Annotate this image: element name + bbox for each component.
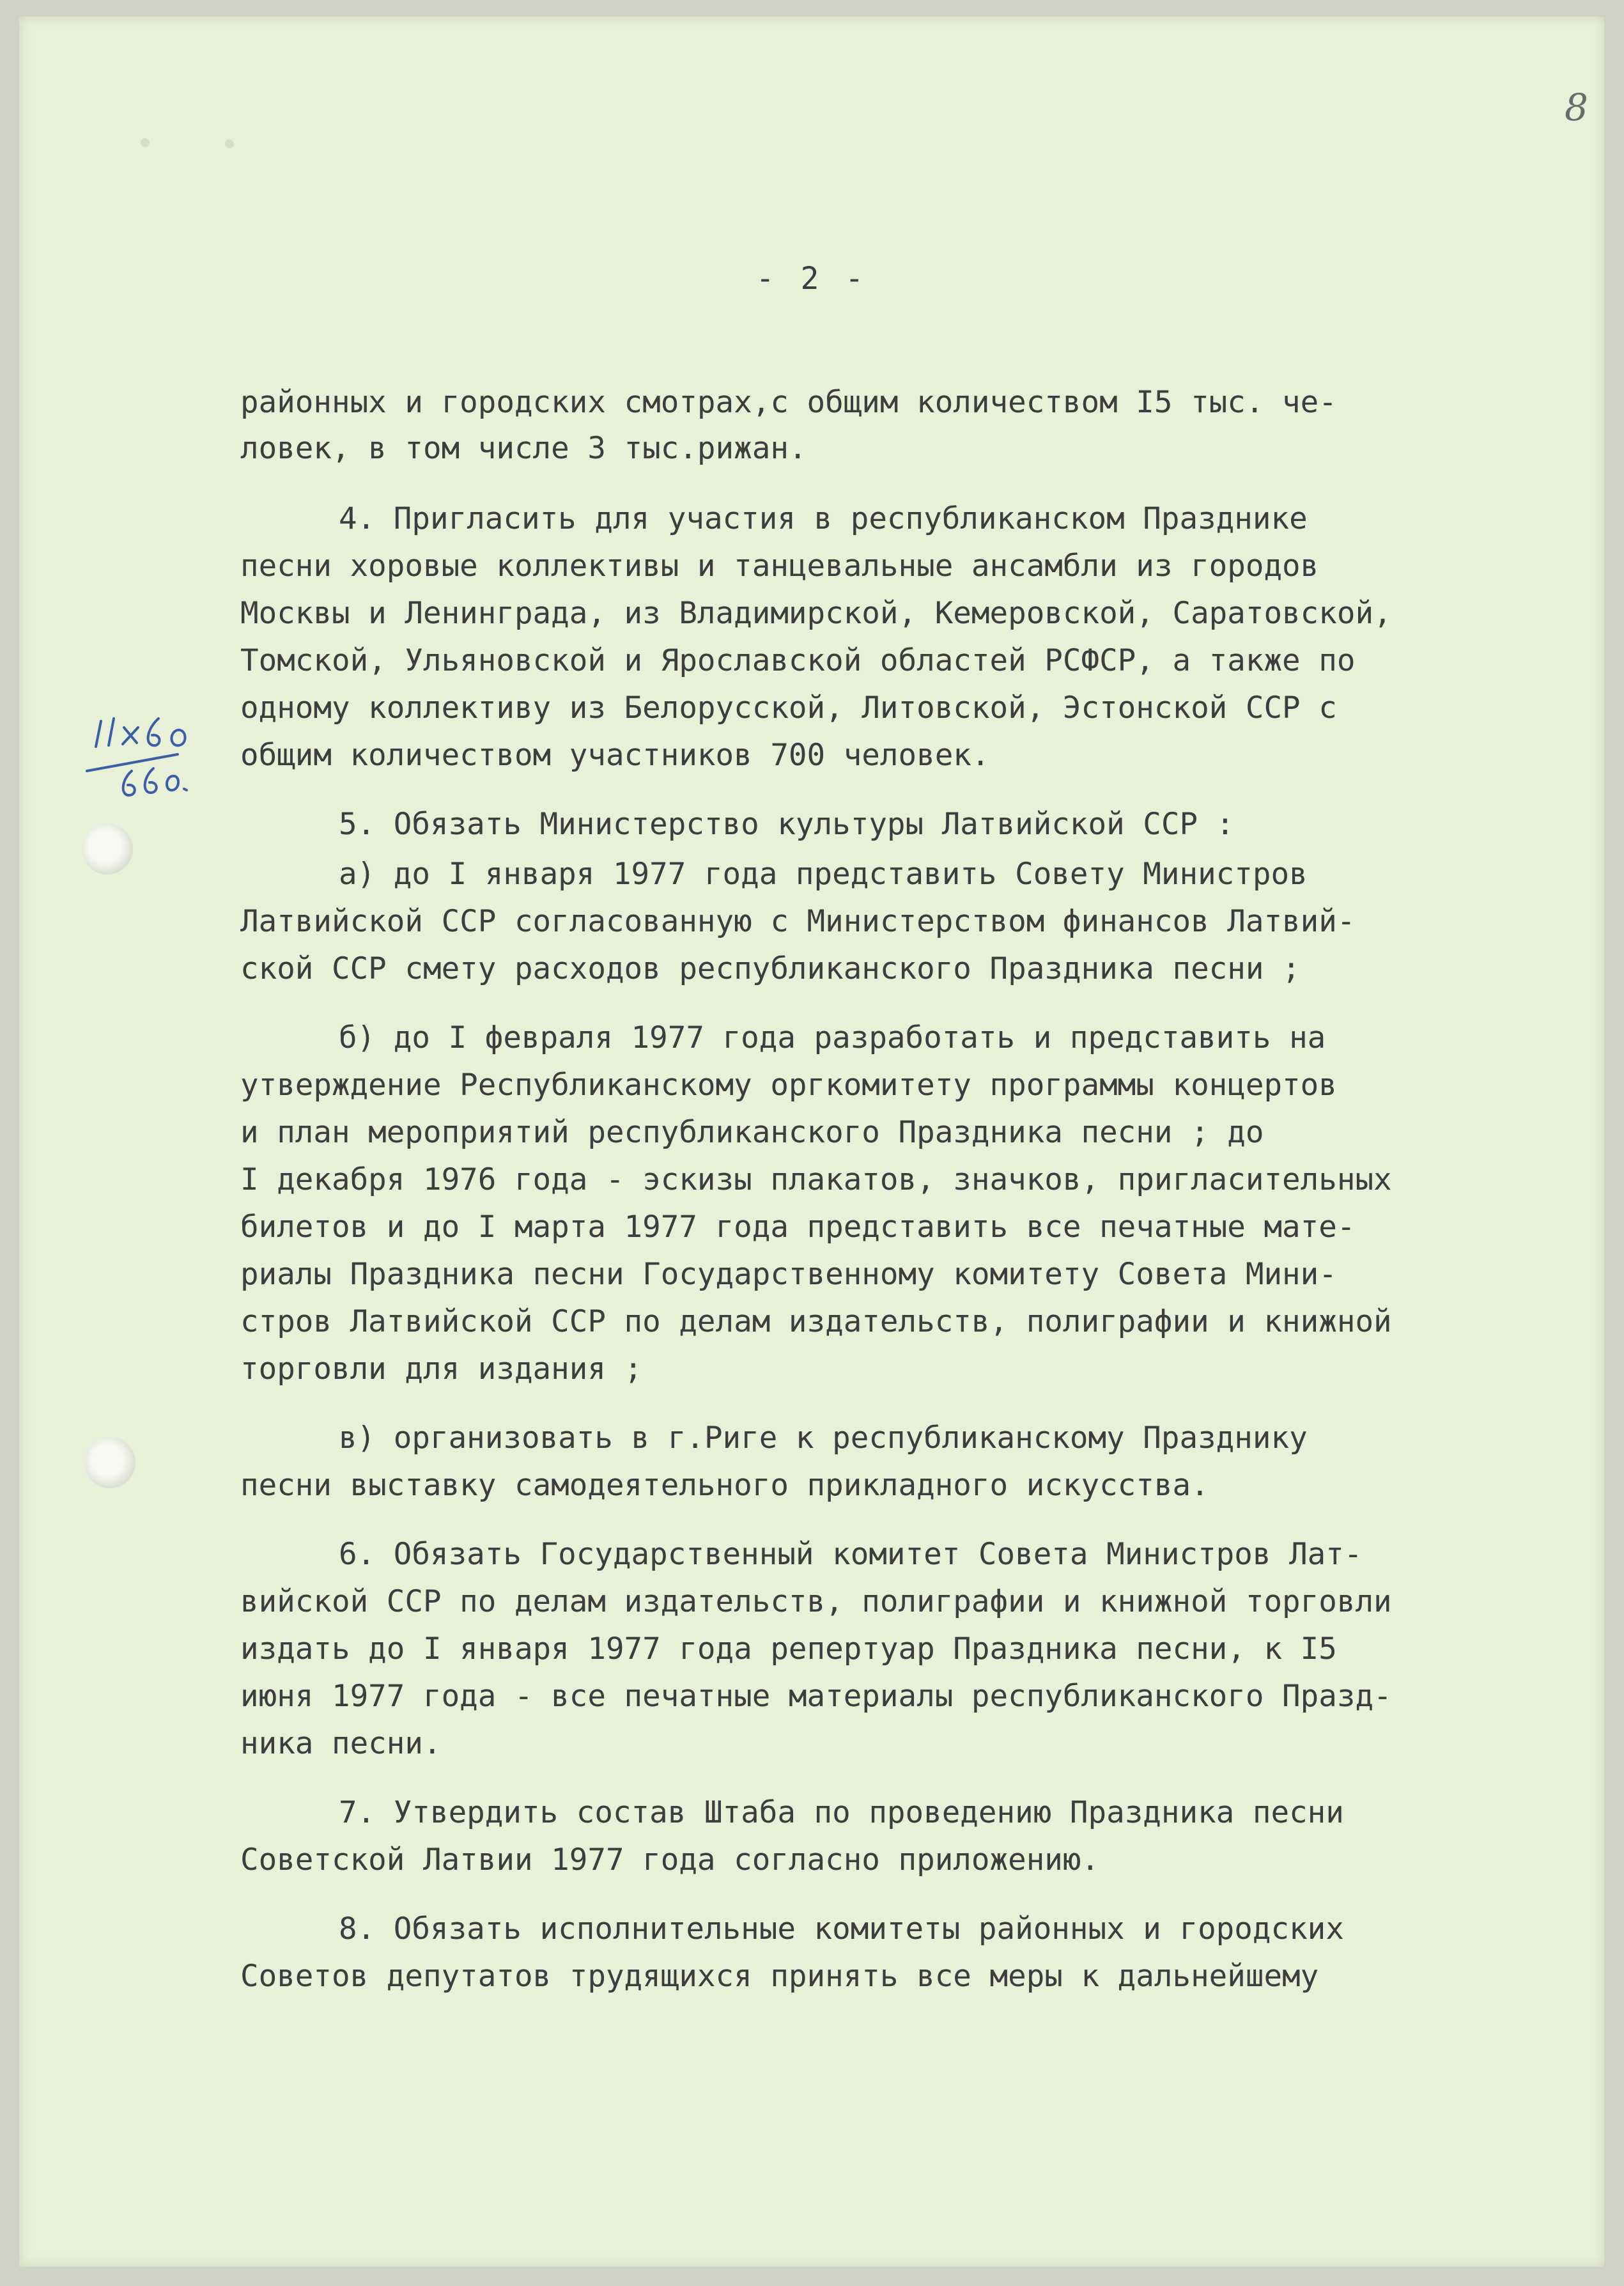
text-line: 6. Обязать Государственный комитет Совета Министров Лат- xyxy=(339,1537,1363,1572)
text-line: Латвийской ССР согласованную с Министерством финансов Латвий- xyxy=(240,904,1356,939)
punch-hole xyxy=(84,1437,135,1488)
punch-hole xyxy=(82,823,133,875)
text-line: б) до I февраля 1977 года разработать и представить на xyxy=(339,1020,1326,1055)
page-number: - 2 - xyxy=(755,261,868,297)
text-line: 8. Обязать исполнительные комитеты районных и городских xyxy=(339,1911,1344,1947)
note-stroke xyxy=(167,776,178,790)
text-line: в) организовать в г.Риге к республиканскому Празднику xyxy=(339,1420,1308,1456)
text-line: утверждение Республиканскому оргкомитету программы концертов xyxy=(240,1068,1337,1103)
text-line: ника песни. xyxy=(240,1726,442,1761)
text-line: 5. Обязать Министерство культуры Латвийской ССР : xyxy=(339,807,1235,842)
text-line: Советов депутатов трудящихся принять все меры к дальнейшему xyxy=(240,1959,1319,1994)
note-stroke xyxy=(184,789,187,790)
document-page xyxy=(19,17,1604,2267)
text-line: торговли для издания ; xyxy=(240,1351,643,1387)
note-stroke xyxy=(96,721,101,747)
note-stroke xyxy=(109,719,114,745)
text-line: общим количеством участников 700 человек. xyxy=(240,738,990,773)
folio-number: 8 xyxy=(1565,86,1588,129)
text-line: июня 1977 года - все печатные материалы республиканского Празд- xyxy=(240,1679,1392,1714)
text-line: ской ССР смету расходов республиканского Праздника песни ; xyxy=(240,951,1301,986)
note-stroke xyxy=(145,768,157,793)
text-line: песни выставку самодеятельного прикладного искусства. xyxy=(240,1468,1209,1503)
text-line: I декабря 1976 года - эскизы плакатов, значков, пригласительных xyxy=(240,1162,1392,1197)
note-stroke xyxy=(87,754,178,771)
note-stroke xyxy=(123,727,138,744)
text-line: Томской, Ульяновской и Ярославской областей РСФСР, а также по xyxy=(240,643,1356,678)
handwritten-margin-note xyxy=(82,696,235,804)
text-line: стров Латвийской ССР по делам издательств, полиграфии и книжной xyxy=(240,1304,1392,1339)
text-line: вийской ССР по делам издательств, полиграфии и книжной торговли xyxy=(240,1584,1392,1619)
text-line: 4. Пригласить для участия в республиканском Празднике xyxy=(339,501,1308,536)
text-line: и план мероприятий республиканского Праздника песни ; до xyxy=(240,1115,1264,1150)
text-line: риалы Праздника песни Государственному комитету Совета Мини- xyxy=(240,1257,1337,1292)
text-line: районных и городских смотрах,с общим количеством I5 тыс. че- xyxy=(240,385,1337,420)
note-stroke xyxy=(148,719,160,745)
text-line: песни хоровые коллективы и танцевальные ансамбли из городов xyxy=(240,548,1319,584)
text-line: а) до I января 1977 года представить Совету Министров xyxy=(339,857,1308,892)
text-line: Советской Латвии 1977 года согласно приложению. xyxy=(240,1842,1100,1878)
note-stroke xyxy=(123,771,135,795)
paper-speck xyxy=(141,138,150,147)
text-line: Москвы и Ленинграда, из Владимирской, Кемеровской, Саратовской, xyxy=(240,596,1392,631)
paper-speck xyxy=(225,139,234,148)
text-line: билетов и до I марта 1977 года представить все печатные мате- xyxy=(240,1209,1356,1245)
text-line: 7. Утвердить состав Штаба по проведению Праздника песни xyxy=(339,1795,1344,1830)
text-line: издать до I января 1977 года репертуар Праздника песни, к I5 xyxy=(240,1631,1337,1667)
text-line: ловек, в том числе 3 тыс.рижан. xyxy=(240,431,807,466)
note-stroke xyxy=(171,730,185,745)
text-line: одному коллективу из Белорусской, Литовской, Эстонской ССР с xyxy=(240,690,1337,726)
